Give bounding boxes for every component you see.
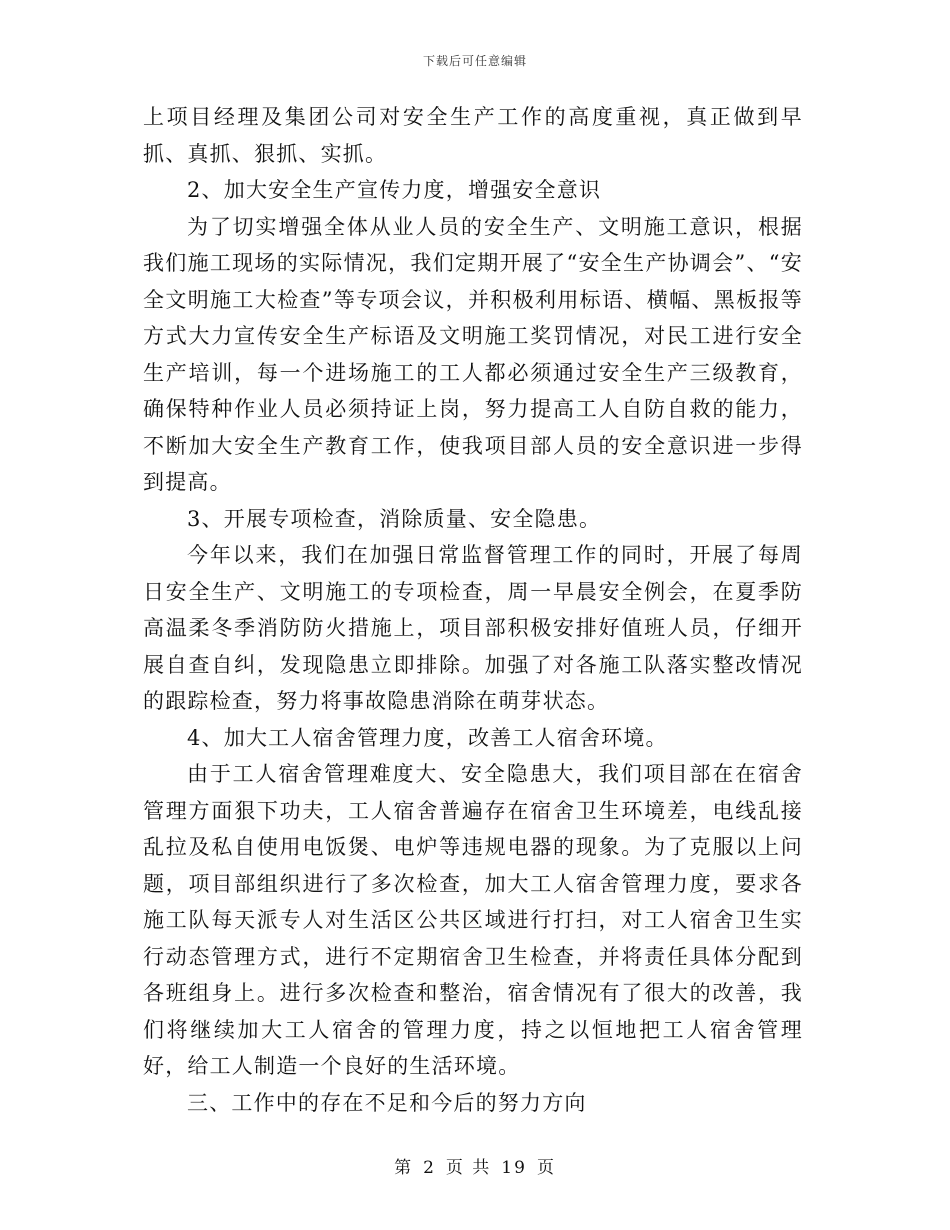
footer-prefix: 第 — [394, 1158, 414, 1178]
total-page-count: 19 — [501, 1158, 527, 1178]
page-number-footer — [0, 1153, 950, 1178]
paragraph: 为了切实增强全体从业人员的安全生产、文明施工意识，根据我们施工现场的实际情况，我们定期开展了“安全生产协调会”、“安全文明施工大检查”等专项会议，并积极利用标语、横幅、黑板报等方式大力宣传安全生产标语及文明施工奖罚情况，对民工进行安全生产培训，每一个进场施工的工人都必须通过安全生产三级教育，确保特种作业人员必须持证上岗，努力提高工人自防自救的能力，不断加大安全生产教育工作，使我项目部人员的安全意识进一步得到提高。 — [143, 214, 803, 494]
paragraph: 由于工人宿舍管理难度大、安全隐患大，我们项目部在在宿舍管理方面狠下功夫，工人宿舍普遍存在宿舍卫生环境差，电线乱接乱拉及私自使用电饭煲、电炉等违规电器的现象。为了克服以上问题，项目部组织进行了多次检查，加大工人宿舍管理力度，要求各施工队每天派专人对生活区公共区域进行打扫，对工人宿舍卫生实行动态管理方式，进行不定期宿舍卫生检查，并将责任具体分配到各班组身上。进行多次检查和整治，宿舍情况有了很大的改善，我们将继续加大工人宿舍的管理力度，持之以恒地把工人宿舍管理好，给工人制造一个良好的生活环境。 — [143, 762, 803, 1078]
chapter-heading: 三、工作中的存在不足和今后的努力方向 — [187, 1090, 587, 1115]
footer-middle: 页 共 — [445, 1158, 492, 1178]
paragraph-continuation: 上项目经理及集团公司对安全生产工作的高度重视，真正做到早抓、真抓、狠抓、实抓。 — [143, 105, 803, 166]
section-heading-4: 4、加大工人宿舍管理力度，改善工人宿舍环境。 — [187, 725, 668, 750]
document-body — [143, 99, 803, 1121]
header-note: 下载后可任意编辑 — [422, 54, 527, 68]
current-page-number: 2 — [423, 1158, 436, 1178]
paragraph: 今年以来，我们在加强日常监督管理工作的同时，开展了每周日安全生产、文明施工的专项检查，周一早晨安全例会，在夏季防高温柔冬季消防防火措施上，项目部积极安排好值班人员，仔细开展自查自纠，发现隐患立即排除。加强了对各施工队落实整改情况的跟踪检查，努力将事故隐患消除在萌芽状态。 — [143, 543, 803, 713]
section-heading-2: 2、加大安全生产宣传力度，增强安全意识 — [187, 178, 602, 202]
section-heading-3: 3、开展专项检查，消除质量、安全隐患。 — [187, 506, 602, 531]
footer-suffix: 页 — [536, 1158, 556, 1178]
